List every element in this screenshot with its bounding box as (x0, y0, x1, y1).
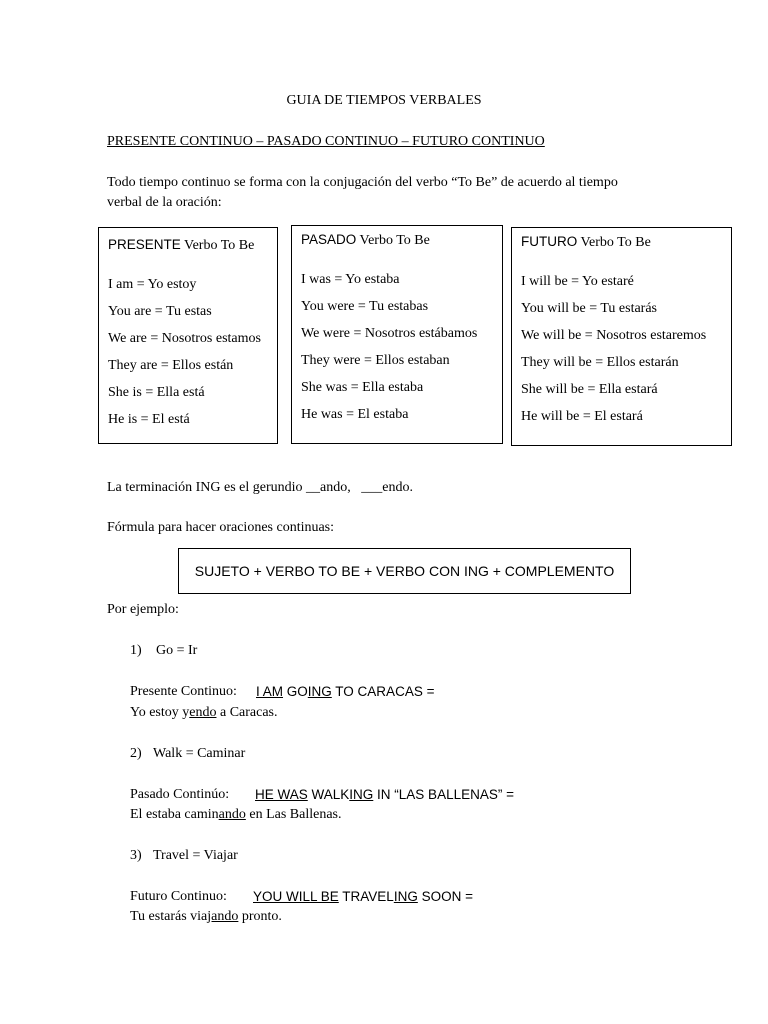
present-box-heading: PRESENTE Verbo To Be (108, 237, 255, 253)
example-1-english: I AM GOING TO CARACAS = (256, 684, 435, 699)
example-2-verb: Walk = Caminar (153, 746, 246, 761)
example-2-spanish: El estaba caminando en Las Ballenas. (130, 807, 342, 822)
past-box-heading: PASADO Verbo To Be (301, 232, 430, 248)
example-3-number: 3) (130, 848, 142, 863)
intro-line-1: Todo tiempo continuo se forma con la conjugación del verbo “To Be” de acuerdo al tiempo (107, 175, 618, 190)
example-1-label: Presente Continuo: (130, 684, 237, 699)
past-line: They were = Ellos estaban (301, 353, 450, 368)
future-line: He will be = El estará (521, 409, 643, 424)
example-3-label: Futuro Continuo: (130, 889, 227, 904)
formula-text: SUJETO + VERBO TO BE + VERBO CON ING + COMPLEMENTO (194, 563, 615, 579)
examples-intro: Por ejemplo: (107, 602, 179, 617)
example-2-english: HE WAS WALKING IN “LAS BALLENAS” = (255, 787, 514, 802)
future-line: You will be = Tu estarás (521, 301, 657, 316)
present-line: He is = El está (108, 412, 190, 427)
past-line: You were = Tu estabas (301, 299, 429, 314)
document-subtitle: PRESENTE CONTINUO – PASADO CONTINUO – FUTURO CONTINUO (107, 134, 545, 149)
example-3-english: YOU WILL BE TRAVELING SOON = (253, 889, 473, 904)
past-tense-box (291, 225, 503, 444)
future-line: She will be = Ella estará (521, 382, 658, 397)
past-line: She was = Ella estaba (301, 380, 424, 395)
future-line: I will be = Yo estaré (521, 274, 634, 289)
present-line: They are = Ellos están (108, 358, 234, 373)
present-line: We are = Nosotros estamos (108, 331, 261, 346)
formula-intro: Fórmula para hacer oraciones continuas: (107, 520, 335, 535)
present-line: She is = Ella está (108, 385, 205, 400)
future-box-heading: FUTURO Verbo To Be (521, 234, 651, 250)
intro-line-2: verbal de la oración: (107, 195, 222, 210)
present-line: You are = Tu estas (108, 304, 212, 319)
future-line: We will be = Nosotros estaremos (521, 328, 707, 343)
past-line: I was = Yo estaba (301, 272, 400, 287)
past-line: We were = Nosotros estábamos (301, 326, 478, 341)
example-3-verb: Travel = Viajar (153, 848, 238, 863)
formula-box (178, 548, 631, 594)
example-1-number: 1) (130, 643, 142, 658)
document-title: GUIA DE TIEMPOS VERBALES (286, 93, 482, 108)
gerund-sentence: La terminación ING es el gerundio __ando, ___endo. (107, 480, 413, 495)
example-3-spanish: Tu estarás viajando pronto. (130, 909, 282, 924)
present-tense-box (98, 227, 278, 444)
past-line: He was = El estaba (301, 407, 409, 422)
example-1-spanish: Yo estoy yendo a Caracas. (130, 705, 278, 720)
example-2-label: Pasado Continúo: (130, 787, 230, 802)
future-tense-box (511, 227, 732, 446)
present-line: I am = Yo estoy (108, 277, 197, 292)
example-2-number: 2) (130, 746, 142, 761)
example-1-verb: Go = Ir (156, 643, 198, 658)
future-line: They will be = Ellos estarán (521, 355, 679, 370)
